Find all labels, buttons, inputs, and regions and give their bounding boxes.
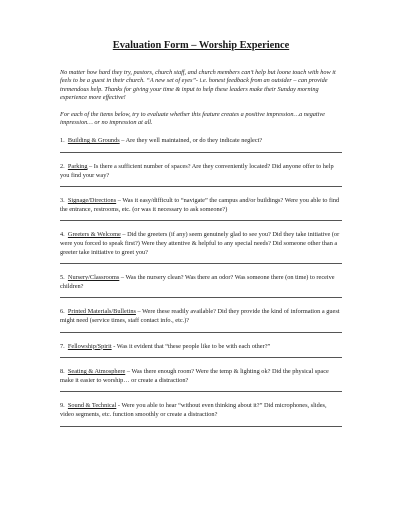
item-topic: Parking [67,163,88,171]
item-topic: Nursery/Classrooms [67,274,120,282]
item-topic: Seating & Atmosphere [67,368,126,376]
item-number: 3. [60,197,65,205]
item-text: - Were you able to hear “without even thinking about it?” Did microphones, slides, video segments, etc. function smoothly or create a distraction? [60,402,327,418]
answer-line[interactable] [60,263,342,264]
answer-line[interactable] [60,220,342,221]
evaluation-item [60,197,342,221]
evaluation-items [60,137,342,426]
item-question [60,368,342,385]
item-topic: Printed Materials/Bulletins [67,308,136,316]
item-number: 9. [60,402,65,410]
item-number: 6. [60,308,65,316]
item-question [60,197,342,214]
evaluation-item [60,137,342,153]
item-number: 4. [60,231,65,239]
intro-paragraph: No matter how hard they try, pastors, church staff, and church members can’t help but loone touch with how it feels to be a guest in their church. “A new set of eyes”- i.e. honest feedback from an outsider – can provide tremendous help. Thanks for giving your time & input to help these leaders make their Sunday morning experience more effective! [60,69,336,102]
item-text: – Were these readily available? Did they provide the kind of information a guest might need (service times, staff contact info., etc.)? [60,308,340,324]
answer-line[interactable] [60,152,342,153]
item-question [60,137,342,146]
answer-line[interactable] [60,391,342,392]
answer-line[interactable] [60,186,342,187]
evaluation-item [60,163,342,187]
instructions-paragraph: For each of the items below, try to evaluate whether this feature creates a positive impression…a negative impression… or no impression at all. [60,110,325,127]
item-topic: Fellowship/Spirit [67,342,112,350]
item-text: – Was it easy/difficult to “navigate” the campus and/or buildings? Were you able to find the entrance, restrooms, etc. (or was it necessary to ask someone?) [60,197,340,213]
item-question [60,231,342,257]
answer-line[interactable] [60,332,342,333]
item-question [60,274,342,291]
item-text: – Did the greeters (if any) seem genuinely glad to see you? Did they take initiative (or were you forced to speak first?) Were they attentive & helpful to any special needs? Did someone other than a greeter take initiative to greet you? [60,231,340,256]
item-number: 2. [60,163,65,171]
item-number: 1. [60,137,65,145]
evaluation-item [60,274,342,298]
item-question [60,402,342,419]
evaluation-item [60,231,342,264]
evaluation-item [60,343,342,359]
evaluation-item [60,308,342,332]
answer-line[interactable] [60,297,342,298]
item-text: – Are they well maintained, or do they indicate neglect? [119,137,263,145]
item-topic: Sound & Technical [67,402,117,410]
item-number: 7. [60,342,65,350]
item-number: 8. [60,368,65,376]
form-title: Evaluation Form – Worship Experience [112,40,290,51]
item-topic: Building & Grounds [67,137,120,145]
answer-line[interactable] [60,357,342,358]
evaluation-item [60,402,342,426]
item-question [60,343,342,352]
item-text: – Is there a sufficient number of spaces? Are they conveniently located? Did anyone offer to help you find your way? [60,163,334,179]
evaluation-item [60,368,342,392]
item-text: – Was the nursery clean? Was there an odor? Was someone there (on time) to receive children? [60,274,335,290]
item-text: - Was it evident that “these people like to be with each other?” [111,342,271,350]
item-question [60,308,342,325]
answer-line[interactable] [60,426,342,427]
item-text: – Was there enough room? Were the temp & lighting ok? Did the physical space make it easier to worship… or create a distraction? [60,368,329,384]
item-number: 5. [60,274,65,282]
item-topic: Greeters & Welcome [67,231,121,239]
item-topic: Signage/Directions [67,197,117,205]
item-question [60,163,342,180]
